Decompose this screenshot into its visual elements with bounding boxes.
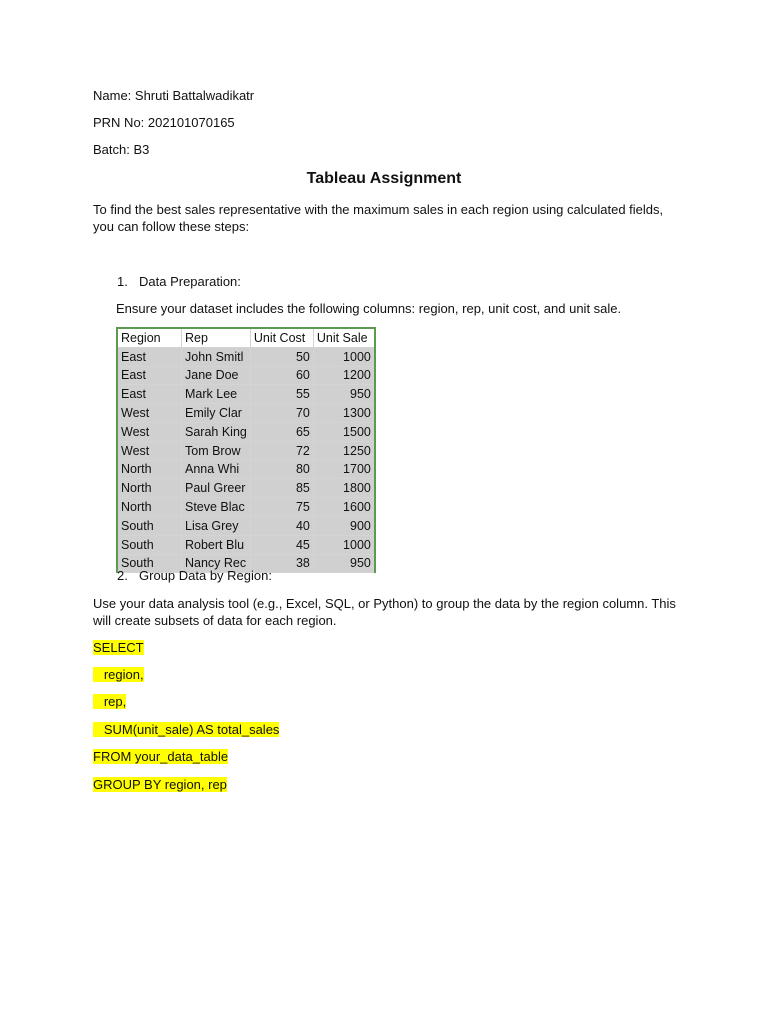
header-unit-cost: Unit Cost xyxy=(250,328,313,347)
cell-rep: Sarah King xyxy=(182,422,251,441)
cell-unit-cost: 70 xyxy=(250,404,313,423)
cell-rep: John Smitl xyxy=(182,347,251,366)
cell-unit-sale: 1700 xyxy=(313,460,375,479)
sql-line: GROUP BY region, rep xyxy=(93,777,227,792)
cell-rep: Anna Whi xyxy=(182,460,251,479)
name-line: Name: Shruti Battalwadikatr xyxy=(93,88,255,103)
document-title: Tableau Assignment xyxy=(306,170,462,187)
cell-unit-sale: 1300 xyxy=(313,404,375,423)
cell-rep: Robert Blu xyxy=(182,535,251,554)
step-1-text: Ensure your dataset includes the following columns: region, rep, unit cost, and unit sale. xyxy=(116,301,622,316)
step-1 xyxy=(117,273,241,290)
table-row xyxy=(117,460,375,479)
batch-line: Batch: B3 xyxy=(93,142,150,157)
table-header-row xyxy=(117,328,375,347)
cell-unit-sale: 1800 xyxy=(313,479,375,498)
intro-paragraph: To find the best sales representative with the maximum sales in each region using calculated fields, you can follow these steps: xyxy=(93,202,664,234)
header-rep: Rep xyxy=(182,328,251,347)
cell-rep: Paul Greer xyxy=(182,479,251,498)
cell-unit-sale: 950 xyxy=(313,385,375,404)
cell-unit-cost: 85 xyxy=(250,479,313,498)
cell-region: East xyxy=(117,366,182,385)
cell-unit-cost: 65 xyxy=(250,422,313,441)
cell-unit-cost: 75 xyxy=(250,498,313,517)
cell-unit-cost: 60 xyxy=(250,366,313,385)
cell-rep: Steve Blac xyxy=(182,498,251,517)
header-region: Region xyxy=(117,328,182,347)
table-row xyxy=(117,479,375,498)
data-table xyxy=(116,327,376,573)
table-row xyxy=(117,366,375,385)
cell-rep: Lisa Grey xyxy=(182,516,251,535)
cell-unit-sale: 1600 xyxy=(313,498,375,517)
table-row xyxy=(117,422,375,441)
cell-region: North xyxy=(117,498,182,517)
cell-unit-cost: 50 xyxy=(250,347,313,366)
cell-region: South xyxy=(117,516,182,535)
cell-region: West xyxy=(117,404,182,423)
cell-region: South xyxy=(117,554,182,573)
sql-line: rep, xyxy=(93,694,127,709)
cell-region: East xyxy=(117,347,182,366)
cell-unit-sale: 1000 xyxy=(313,535,375,554)
cell-region: West xyxy=(117,441,182,460)
cell-unit-cost: 40 xyxy=(250,516,313,535)
cell-unit-sale: 950 xyxy=(313,554,375,573)
step-1-label: Data Preparation: xyxy=(139,274,241,289)
cell-unit-cost: 55 xyxy=(250,385,313,404)
step-2-label: Group Data by Region: xyxy=(139,568,272,583)
table-row xyxy=(117,535,375,554)
step-1-number: 1. xyxy=(117,274,128,289)
cell-unit-sale: 1200 xyxy=(313,366,375,385)
step-2 xyxy=(117,567,272,584)
step-2-number: 2. xyxy=(117,568,128,583)
cell-rep: Nancy Rec xyxy=(182,554,251,573)
cell-region: South xyxy=(117,535,182,554)
cell-unit-sale: 1000 xyxy=(313,347,375,366)
cell-unit-cost: 80 xyxy=(250,460,313,479)
cell-unit-sale: 1500 xyxy=(313,422,375,441)
sql-line: FROM your_data_table xyxy=(93,749,229,764)
sql-line: SELECT xyxy=(93,640,144,655)
cell-region: North xyxy=(117,479,182,498)
cell-unit-cost: 45 xyxy=(250,535,313,554)
sql-line: region, xyxy=(93,667,144,682)
cell-unit-sale: 1250 xyxy=(313,441,375,460)
prn-line: PRN No: 202101070165 xyxy=(93,115,235,130)
table-row xyxy=(117,498,375,517)
cell-region: East xyxy=(117,385,182,404)
cell-region: North xyxy=(117,460,182,479)
cell-unit-cost: 38 xyxy=(250,554,313,573)
cell-region: West xyxy=(117,422,182,441)
table-row xyxy=(117,347,375,366)
table-row xyxy=(117,516,375,535)
table-row xyxy=(117,385,375,404)
cell-rep: Mark Lee xyxy=(182,385,251,404)
cell-unit-cost: 72 xyxy=(250,441,313,460)
table-row xyxy=(117,404,375,423)
step-2-text: Use your data analysis tool (e.g., Excel, SQL, or Python) to group the data by the region column. This will create subsets of data for each region. xyxy=(93,596,676,628)
cell-unit-sale: 900 xyxy=(313,516,375,535)
cell-rep: Emily Clar xyxy=(182,404,251,423)
cell-rep: Jane Doe xyxy=(182,366,251,385)
header-unit-sale: Unit Sale xyxy=(313,328,375,347)
table-row xyxy=(117,441,375,460)
cell-rep: Tom Brow xyxy=(182,441,251,460)
sql-line: SUM(unit_sale) AS total_sales xyxy=(93,722,280,737)
